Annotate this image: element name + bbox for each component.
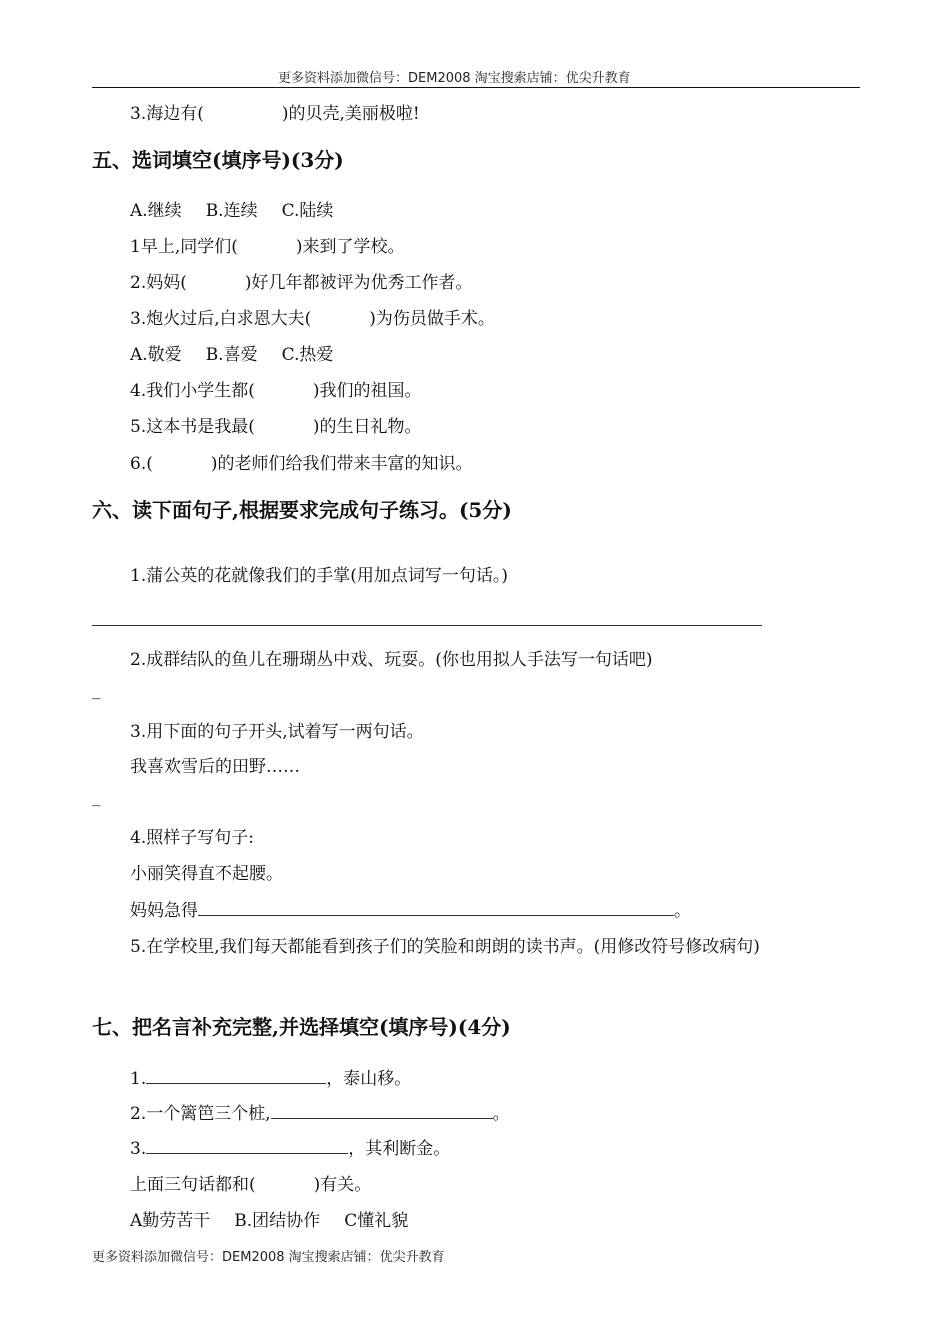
s7-q1-blank[interactable] bbox=[146, 1082, 326, 1084]
s5-q3-prefix: 3.炮火过后,白求恩大夫( bbox=[130, 309, 312, 329]
s5-q6-suffix: )的老师们给我们带来丰富的知识。 bbox=[210, 454, 473, 474]
s6-q4-example: 小丽笑得直不起腰。 bbox=[130, 864, 283, 884]
s7-q1-suffix: ，泰山移。 bbox=[326, 1069, 412, 1089]
section6-question-5: 5.在学校里,我们每天都能看到孩子们的笑脸和朗朗的读书声。(用修改符号修改病句) bbox=[130, 937, 760, 957]
section7-options bbox=[130, 1206, 408, 1231]
section5-question-2 bbox=[130, 268, 473, 293]
s5-q2-suffix: )好几年都被评为优秀工作者。 bbox=[244, 273, 473, 293]
s6-q2-answer-dash[interactable]: _ bbox=[92, 680, 101, 700]
section5-title: 五、选词填空(填序号)(3分) bbox=[92, 148, 344, 172]
section6-question-2: 2.成群结队的鱼儿在珊瑚丛中戏、玩耍。(你也用拟人手法写一句话吧) bbox=[130, 650, 653, 670]
s5-q5-suffix: )的生日礼物。 bbox=[312, 417, 422, 437]
section7-question-3 bbox=[130, 1134, 450, 1159]
s7-q1-prefix: 1. bbox=[130, 1069, 147, 1089]
s6-q4-suffix: 。 bbox=[674, 901, 691, 921]
s5-q5-prefix: 5.这本书是我最( bbox=[130, 417, 255, 437]
section5-question-6 bbox=[130, 449, 473, 474]
s7-q4-prefix: 上面三句话都和( bbox=[130, 1175, 256, 1195]
top-q3-suffix: )的贝壳,美丽极啦! bbox=[281, 104, 420, 124]
s5-q4-suffix: )我们的祖国。 bbox=[312, 381, 422, 401]
s5-q4-prefix: 4.我们小学生都( bbox=[130, 381, 255, 401]
s7-q4-suffix: )有关。 bbox=[313, 1175, 372, 1195]
s6-q4-answer bbox=[130, 896, 691, 921]
section5-options-group1 bbox=[130, 196, 333, 221]
s5-q2-prefix: 2.妈妈( bbox=[130, 273, 187, 293]
s6-q1-answer-line[interactable] bbox=[92, 625, 762, 626]
section6-question-3: 3.用下面的句子开头,试着写一两句话。 bbox=[130, 722, 424, 742]
s6-q4-blank[interactable] bbox=[198, 914, 674, 916]
top-q3-prefix: 3.海边有( bbox=[130, 104, 204, 124]
section5-options-group2 bbox=[130, 340, 333, 365]
option-c-reai: C.热爱 bbox=[281, 345, 334, 365]
section7-question-4 bbox=[130, 1170, 371, 1195]
s5-q6-prefix: 6.( bbox=[130, 454, 153, 474]
s7-q2-blank[interactable] bbox=[271, 1117, 493, 1119]
option-c-dongli: C懂礼貌 bbox=[344, 1211, 409, 1231]
option-a-jixu: A.继续 bbox=[130, 201, 182, 221]
section6-question-4: 4.照样子写句子: bbox=[130, 828, 254, 848]
s5-q1-prefix: 1早上,同学们( bbox=[130, 237, 238, 257]
header-divider bbox=[92, 87, 860, 88]
section7-question-2 bbox=[130, 1099, 510, 1124]
s7-q2-suffix: 。 bbox=[492, 1104, 510, 1124]
section5-question-1 bbox=[130, 232, 405, 257]
section7-question-1 bbox=[130, 1064, 411, 1089]
s6-q3-sentence-start: 我喜欢雪后的田野…… bbox=[130, 757, 300, 777]
section6-title: 六、读下面句子,根据要求完成句子练习。(5分) bbox=[92, 498, 512, 522]
s7-q3-suffix: ，其利断金。 bbox=[348, 1139, 451, 1159]
option-c-luxu: C.陆续 bbox=[281, 201, 334, 221]
page-footer: 更多资料添加微信号：DEM2008 淘宝搜索店铺：优尖升教育 bbox=[92, 1250, 445, 1265]
section5-question-3 bbox=[130, 304, 495, 329]
option-a-jingai: A.敬爱 bbox=[130, 345, 182, 365]
section6-question-1: 1.蒲公英的花就像我们的手掌(用加点词写一句话。) bbox=[130, 566, 508, 586]
s6-q3-answer-dash[interactable]: _ bbox=[92, 787, 101, 807]
s7-q3-blank[interactable] bbox=[146, 1152, 348, 1154]
top-question-3 bbox=[130, 99, 420, 124]
s5-q3-suffix: )为伤员做手术。 bbox=[369, 309, 495, 329]
s5-q1-suffix: )来到了学校。 bbox=[295, 237, 405, 257]
s7-q3-prefix: 3. bbox=[130, 1139, 147, 1159]
section5-question-4 bbox=[130, 376, 422, 401]
option-a-qinlao: A勤劳苦干 bbox=[130, 1211, 211, 1231]
section7-title: 七、把名言补充完整,并选择填空(填序号)(4分) bbox=[92, 1015, 511, 1039]
page-header: 更多资料添加微信号：DEM2008 淘宝搜索店铺：优尖升教育 bbox=[278, 71, 631, 86]
option-b-xiai: B.喜爱 bbox=[205, 345, 258, 365]
s6-q4-prefix: 妈妈急得 bbox=[130, 901, 198, 921]
section5-question-5 bbox=[130, 412, 422, 437]
option-b-tuanjie: B.团结协作 bbox=[234, 1211, 321, 1231]
option-b-lianxu: B.连续 bbox=[205, 201, 258, 221]
s7-q2-prefix: 2.一个篱笆三个桩, bbox=[130, 1104, 271, 1124]
